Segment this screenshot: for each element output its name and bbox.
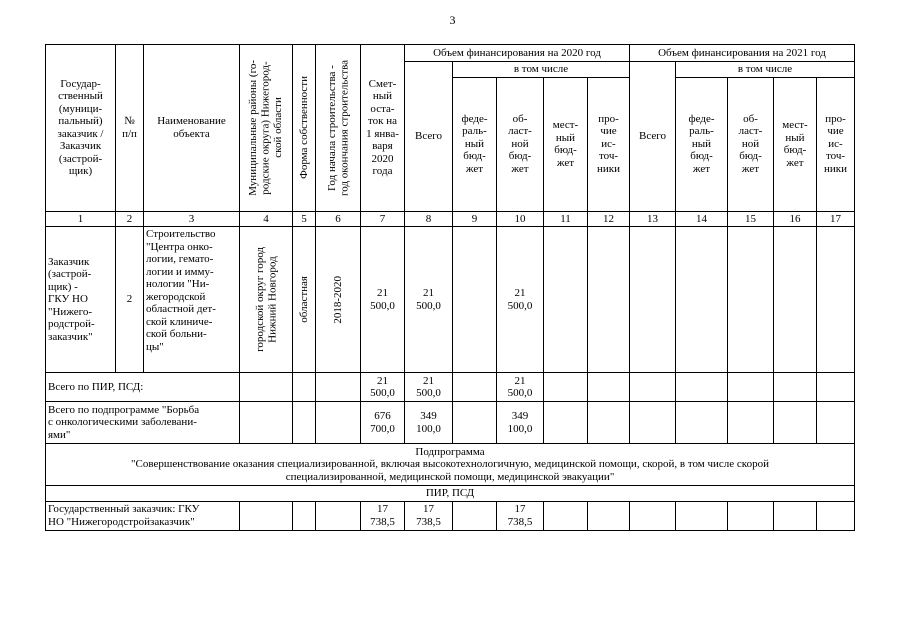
row-regional-2020: 21 500,0 <box>497 227 544 373</box>
empty-cell <box>293 373 316 402</box>
financing-table <box>45 44 855 531</box>
empty-cell <box>544 373 588 402</box>
col-number: 2 <box>116 211 144 227</box>
total-pir-label: Всего по ПИР, ПСД: <box>46 373 240 402</box>
header-local-2020: мест- ный бюд- жет <box>544 77 588 211</box>
empty-cell <box>728 402 774 444</box>
total-subprogram-row <box>46 402 855 444</box>
subprogram-title-row <box>46 444 855 486</box>
col-number: 17 <box>817 211 855 227</box>
page-number: 3 <box>449 13 456 27</box>
header-fin-2020: Объем финансирования на 2020 год <box>405 45 630 62</box>
header-districts <box>240 45 293 212</box>
empty-cell <box>774 373 817 402</box>
gku-regional-2020: 17 738,5 <box>497 501 544 530</box>
empty-cell <box>588 373 630 402</box>
header-fin-2021: Объем финансирования на 2021 год <box>630 45 855 62</box>
header-customer: Государ- ственный (муници- пальный) заказчик / Заказчик (застрой- щик) <box>46 45 116 212</box>
total-pir-regional-2020: 21 500,0 <box>497 373 544 402</box>
col-number: 4 <box>240 211 293 227</box>
gku-label: Государственный заказчик: ГКУ НО "Нижегородстройзаказчик" <box>46 501 240 530</box>
col-number: 14 <box>676 211 728 227</box>
empty-cell <box>453 373 497 402</box>
header-estimate: Смет- ный оста- ток на 1 янва- варя 2020 года <box>361 45 405 212</box>
column-numbers-row <box>46 211 855 227</box>
empty-cell <box>453 402 497 444</box>
empty-cell <box>817 501 855 530</box>
empty-cell <box>588 501 630 530</box>
col-number: 7 <box>361 211 405 227</box>
empty-cell <box>544 227 588 373</box>
row-number: 2 <box>116 227 144 373</box>
header-total-2021: Всего <box>630 62 676 212</box>
col-number: 3 <box>144 211 240 227</box>
total-subprogram-estimate: 676 700,0 <box>361 402 405 444</box>
total-pir-estimate: 21 500,0 <box>361 373 405 402</box>
empty-cell <box>728 227 774 373</box>
col-number: 15 <box>728 211 774 227</box>
col-number: 10 <box>497 211 544 227</box>
col-number: 6 <box>316 211 361 227</box>
row-district-text: городской округ город Нижний Новгород <box>253 247 278 352</box>
pir-psd-heading: ПИР, ПСД <box>46 486 855 502</box>
empty-cell <box>240 373 293 402</box>
col-number: 13 <box>630 211 676 227</box>
header-ownership <box>293 45 316 212</box>
empty-cell <box>588 402 630 444</box>
total-subprogram-regional-2020: 349 100,0 <box>497 402 544 444</box>
row-object-name: Строительство "Центра онко- логии, гемато- логии и имму- нологии "Ни- жегородской областной дет- ской клиниче- ской больни- цы" <box>144 227 240 373</box>
empty-cell <box>676 402 728 444</box>
gku-row <box>46 501 855 530</box>
header-regional-2021: об- ласт- ной бюд- жет <box>728 77 774 211</box>
header-regional-2020: об- ласт- ной бюд- жет <box>497 77 544 211</box>
header-federal-2021: феде- раль- ный бюд- жет <box>676 77 728 211</box>
empty-cell <box>544 402 588 444</box>
empty-cell <box>293 402 316 444</box>
total-subprogram-label: Всего по подпрограмме "Борьба с онкологическими заболевани- ями" <box>46 402 240 444</box>
empty-cell <box>676 501 728 530</box>
header-years <box>316 45 361 212</box>
header-local-2021: мест- ный бюд- жет <box>774 77 817 211</box>
empty-cell <box>676 227 728 373</box>
header-including-2020: в том числе <box>453 62 630 78</box>
empty-cell <box>817 227 855 373</box>
empty-cell <box>240 501 293 530</box>
empty-cell <box>817 402 855 444</box>
header-number: № п/п <box>116 45 144 212</box>
row-years <box>316 227 361 373</box>
empty-cell <box>630 373 676 402</box>
total-subprogram-total-2020: 349 100,0 <box>405 402 453 444</box>
row-estimate: 21 500,0 <box>361 227 405 373</box>
col-number: 11 <box>544 211 588 227</box>
empty-cell <box>728 373 774 402</box>
empty-cell <box>630 501 676 530</box>
pir-psd-row <box>46 486 855 502</box>
header-other-2021: про- чие ис- точ- ники <box>817 77 855 211</box>
row-total-2020: 21 500,0 <box>405 227 453 373</box>
header-object-name: Наименование объекта <box>144 45 240 212</box>
empty-cell <box>728 501 774 530</box>
row-ownership <box>293 227 316 373</box>
row-years-text: 2018-2020 <box>331 275 344 324</box>
subprogram-title: Подпрограмма "Совершенствование оказания специализированной, включая высокотехнологичную, медицинской помощи, скорой, в том числе скорой специализированной, медицинской помощи, медицинской эвакуации" <box>46 444 855 486</box>
header-ownership-text: Форма собственности <box>297 76 310 180</box>
col-number: 8 <box>405 211 453 227</box>
col-number: 12 <box>588 211 630 227</box>
empty-cell <box>544 501 588 530</box>
row-customer: Заказчик (застрой- щик) - ГКУ НО "Нижего- родстрой- заказчик" <box>46 227 116 373</box>
empty-cell <box>588 227 630 373</box>
total-pir-total-2020: 21 500,0 <box>405 373 453 402</box>
empty-cell <box>817 373 855 402</box>
header-including-2021: в том числе <box>676 62 855 78</box>
empty-cell <box>774 501 817 530</box>
empty-cell <box>453 501 497 530</box>
col-number: 16 <box>774 211 817 227</box>
gku-estimate: 17 738,5 <box>361 501 405 530</box>
col-number: 5 <box>293 211 316 227</box>
total-pir-row <box>46 373 855 402</box>
empty-cell <box>676 373 728 402</box>
table-row <box>46 227 855 373</box>
header-districts-text: Муниципальные районы (го- родские округа) Нижегород- ской области <box>247 59 285 196</box>
empty-cell <box>240 402 293 444</box>
empty-cell <box>630 227 676 373</box>
empty-cell <box>293 501 316 530</box>
header-years-text: Год начала строительства - год окончания строительства <box>325 59 350 196</box>
header-total-2020: Всего <box>405 62 453 212</box>
empty-cell <box>630 402 676 444</box>
empty-cell <box>316 373 361 402</box>
row-district <box>240 227 293 373</box>
header-other-2020: про- чие ис- точ- ники <box>588 77 630 211</box>
col-number: 9 <box>453 211 497 227</box>
gku-total-2020: 17 738,5 <box>405 501 453 530</box>
header-federal-2020: феде- раль- ный бюд- жет <box>453 77 497 211</box>
row-ownership-text: областная <box>297 276 310 323</box>
col-number: 1 <box>46 211 116 227</box>
empty-cell <box>774 227 817 373</box>
empty-cell <box>316 501 361 530</box>
empty-cell <box>774 402 817 444</box>
empty-cell <box>453 227 497 373</box>
empty-cell <box>316 402 361 444</box>
